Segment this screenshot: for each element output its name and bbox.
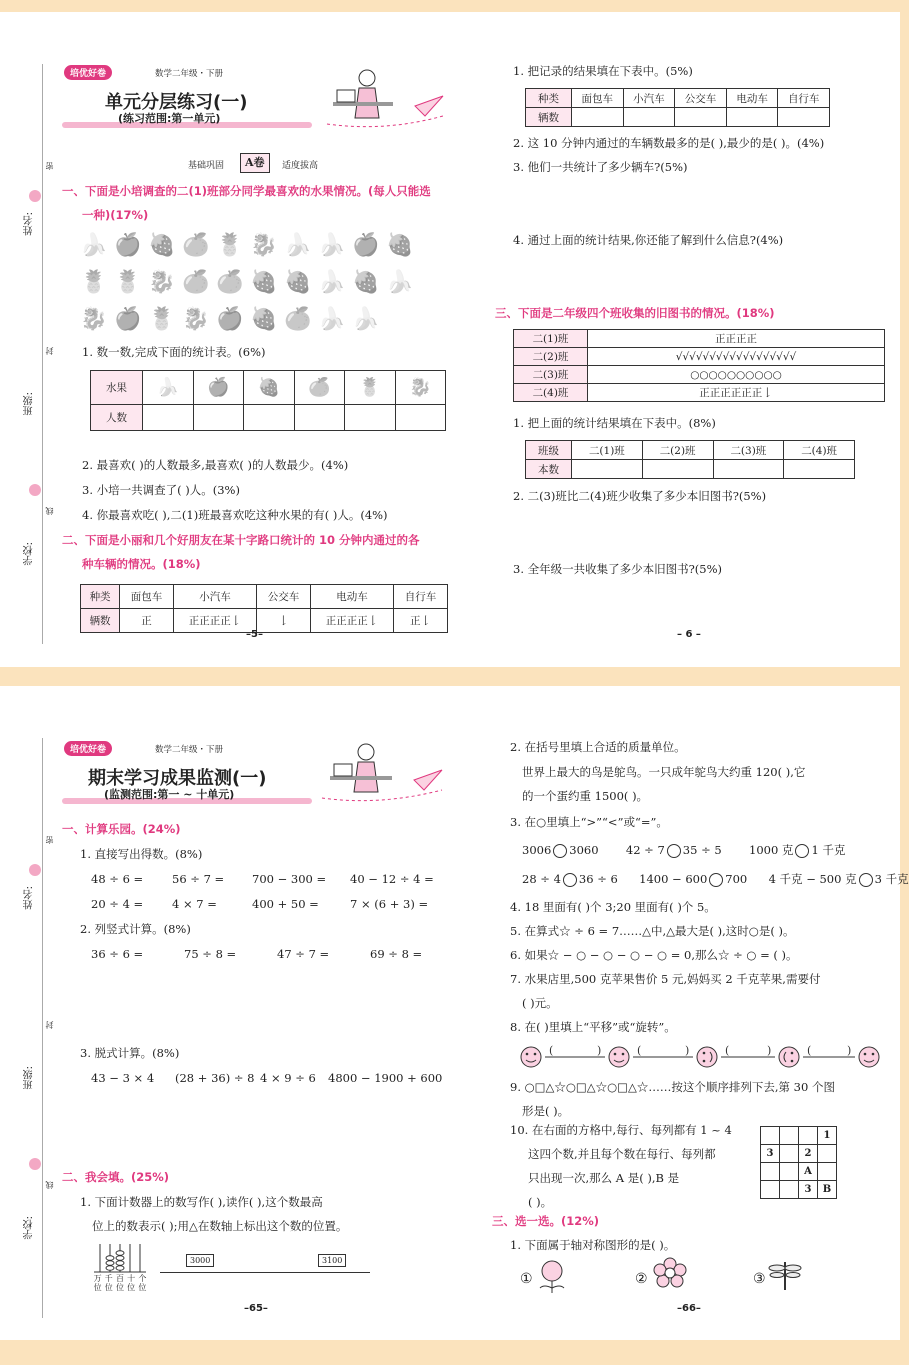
- page-5: [0, 12, 455, 667]
- seal-feng: 封: [45, 347, 54, 355]
- scalc-1: 43 − 3 × 4: [91, 1071, 155, 1085]
- question-1-2: 2. 列竖式计算。(8%): [80, 922, 191, 936]
- svg-text:(: (: [549, 1044, 554, 1057]
- svg-text:): ): [597, 1044, 602, 1057]
- question-3-2: 2. 二(3)班比二(4)班少收集了多少本旧图书?(5%): [513, 489, 767, 503]
- strawberry-icon: 🍓: [250, 307, 278, 332]
- fill-9-line-2: 形是( )。: [522, 1104, 570, 1118]
- col-ebike: 电动车: [726, 89, 778, 108]
- question-3-1: 1. 把上面的统计结果填在下表中。(8%): [513, 416, 716, 430]
- book-tally-table: [513, 329, 885, 402]
- section-2-heading: 二、下面是小丽和几个好朋友在某十字路口统计的 10 分钟内通过的各: [62, 533, 420, 547]
- school-label: 学校:: [24, 1216, 35, 1240]
- vcalc-3: 47 ÷ 7 =: [277, 947, 330, 961]
- answer-cell[interactable]: [784, 460, 855, 479]
- compare-value: 3006: [522, 843, 552, 857]
- col-bicycle: 自行车: [778, 89, 830, 108]
- vehicle-tally-table: [80, 584, 448, 633]
- dragonfruit-icon: 🐉: [250, 233, 278, 258]
- col-class-4: 二(4)班: [784, 441, 855, 460]
- vcalc-2: 75 ÷ 8 =: [184, 947, 237, 961]
- calc-4: 40 − 12 ÷ 4 =: [350, 872, 434, 886]
- number-grid: [760, 1126, 837, 1199]
- col-car: 小汽车: [623, 89, 675, 108]
- grid-cell: 3: [761, 1145, 780, 1163]
- compare-value: 1 千克: [811, 843, 846, 857]
- grid-cell: [780, 1127, 799, 1145]
- grid-cell: [818, 1163, 837, 1181]
- col-bus: 公交车: [257, 585, 311, 609]
- fill-10-line-1: 10. 在右面的方格中,每行、每列都有 1 ~ 4: [510, 1123, 732, 1137]
- binding-hole: [29, 484, 41, 496]
- answer-cell[interactable]: [395, 405, 446, 431]
- grid-cell: [761, 1163, 780, 1181]
- banana-icon: 🍌: [318, 307, 346, 332]
- fill-10-line-3: 只出现一次,那么 A 是( ),B 是: [528, 1171, 680, 1185]
- tally-bicycle: 正𠄌: [394, 609, 448, 633]
- abacus-label: 个位: [138, 1274, 147, 1292]
- type-header: 种类: [526, 89, 572, 108]
- col-class-3: 二(3)班: [713, 441, 784, 460]
- page-number: –65–: [244, 1303, 268, 1314]
- strawberry-icon: 🍓: [250, 270, 278, 295]
- fill-2: 2. 在括号里填上合适的质量单位。: [510, 740, 686, 754]
- grade-label: 数学二年级・下册: [155, 69, 224, 79]
- binding-line: [42, 738, 43, 1318]
- number-line: [160, 1272, 370, 1273]
- abacus-label: 十位: [127, 1274, 136, 1292]
- apple-icon: 🍎: [352, 233, 380, 258]
- row-class-3: 二(3)班: [514, 366, 588, 384]
- tally-bus: 𠄌: [257, 609, 311, 633]
- number-line-label-3100: 3100: [318, 1254, 346, 1267]
- grade-label: 数学二年级・下册: [155, 745, 224, 755]
- apple-icon: 🍎: [216, 307, 244, 332]
- compare-value: 4 千克 − 500 克: [768, 872, 857, 886]
- answer-cell[interactable]: [726, 108, 778, 127]
- orange-icon: 🍊: [182, 233, 210, 258]
- page-number: –5–: [246, 629, 263, 640]
- apple-icon: 🍎: [193, 371, 244, 405]
- orange-icon: 🍊: [284, 307, 312, 332]
- level-a-badge: A卷: [240, 153, 270, 173]
- calc-3: 700 − 300 =: [252, 872, 327, 886]
- question-3-3: 3. 全年级一共收集了多少本旧图书?(5%): [513, 562, 723, 576]
- col-bicycle: 自行车: [394, 585, 448, 609]
- page-title: 期末学习成果监测(一): [88, 768, 267, 789]
- brand-badge: 培优好卷: [64, 65, 112, 80]
- section-3-heading: 三、下面是二年级四个班收集的旧图书的情况。(18%): [495, 306, 775, 320]
- question-1-3: 3. 脱式计算。(8%): [80, 1046, 180, 1060]
- name-label: 姓名:: [24, 886, 35, 910]
- question-1-2: 2. 最喜欢( )的人数最多,最喜欢( )的人数最少。(4%): [82, 458, 349, 472]
- dragonfruit-icon: 🐉: [395, 371, 446, 405]
- compare-value: 3060: [569, 843, 599, 857]
- orange-icon: 🍊: [216, 270, 244, 295]
- answer-cell[interactable]: [294, 405, 345, 431]
- seal-mi: 密: [45, 162, 54, 170]
- compare-circle[interactable]: [563, 873, 577, 887]
- grid-cell: [780, 1163, 799, 1181]
- dragonfruit-icon: 🐉: [148, 270, 176, 295]
- choice-1: 1. 下面属于轴对称图形的是( )。: [510, 1238, 676, 1252]
- grid-cell: [761, 1181, 780, 1199]
- fruit-tally-table: [90, 370, 446, 431]
- seal-xian: 线: [45, 1181, 54, 1189]
- banana-icon: 🍌: [352, 307, 380, 332]
- fill-5: 5. 在算式☆ ÷ 6 = 7……△中,△最大是( ),这时○是( )。: [510, 924, 795, 938]
- compare-value: 1000 克: [749, 843, 794, 857]
- vehicle-answer-table: [525, 88, 830, 127]
- tally-class-4: 正正正正正正𠄌: [588, 384, 885, 402]
- banana-icon: 🍌: [143, 371, 194, 405]
- option-3-label: ③: [753, 1271, 766, 1287]
- abacus-label: 千位: [104, 1274, 113, 1292]
- question-2-4: 4. 通过上面的统计结果,你还能了解到什么信息?(4%): [513, 233, 784, 247]
- answer-cell[interactable]: [572, 108, 624, 127]
- level-basic: 基础巩固: [188, 161, 225, 171]
- page-title: 单元分层练习(一): [105, 92, 248, 113]
- svg-text:(: (: [725, 1044, 730, 1057]
- pineapple-icon: 🍍: [114, 270, 142, 295]
- answer-cell[interactable]: [713, 460, 784, 479]
- type-header: 种类: [81, 585, 120, 609]
- dragonfruit-icon: 🐉: [80, 307, 108, 332]
- count-header: 辆数: [81, 609, 120, 633]
- count-header: 辆数: [526, 108, 572, 127]
- books-header: 本数: [526, 460, 572, 479]
- apple-icon: 🍎: [114, 233, 142, 258]
- calc-1: 48 ÷ 6 =: [91, 872, 144, 886]
- svg-text:(: (: [807, 1044, 812, 1057]
- seal-xian: 线: [45, 507, 54, 515]
- col-bread-van: 面包车: [120, 585, 174, 609]
- grid-cell: A: [799, 1163, 818, 1181]
- strawberry-icon: 🍓: [244, 371, 295, 405]
- compare-value: 3 千克: [874, 872, 909, 886]
- grid-cell: B: [818, 1181, 837, 1199]
- grid-cell: 2: [799, 1145, 818, 1163]
- vcalc-4: 69 ÷ 8 =: [370, 947, 423, 961]
- fill-1-line-2: 位上的数表示( );用△在数轴上标出这个数的位置。: [92, 1219, 348, 1233]
- compare-circle[interactable]: [667, 844, 681, 858]
- col-bus: 公交车: [675, 89, 727, 108]
- col-car: 小汽车: [173, 585, 256, 609]
- grid-cell: [818, 1145, 837, 1163]
- row-class-4: 二(4)班: [514, 384, 588, 402]
- brand-badge: 培优好卷: [64, 741, 112, 756]
- seal-mi: 密: [45, 836, 54, 844]
- grid-cell: [780, 1181, 799, 1199]
- section-1-heading: 一、下面是小培调查的二(1)班部分同学最喜欢的水果情况。(每人只能选: [62, 184, 431, 198]
- worksheet-sheet-2: [0, 686, 909, 1340]
- page-subtitle: (监测范围:第一 ~ 十单元): [104, 788, 235, 801]
- answer-cell[interactable]: [778, 108, 830, 127]
- answer-cell[interactable]: [244, 405, 295, 431]
- fruit-header: 水果: [91, 371, 143, 405]
- dragonfly-icon[interactable]: [767, 1258, 803, 1292]
- tally-class-2: √√√√√√√√√√√√√√√√√√: [588, 348, 885, 366]
- page-65: [0, 686, 455, 1340]
- pineapple-icon: 🍍: [216, 233, 244, 258]
- answer-cell[interactable]: [572, 460, 643, 479]
- orange-icon: 🍊: [182, 270, 210, 295]
- banana-icon: 🍌: [318, 270, 346, 295]
- abacus-label: 万位: [93, 1274, 102, 1292]
- number-line-label-3000: 3000: [186, 1254, 214, 1267]
- banana-icon: 🍌: [318, 233, 346, 258]
- col-class-1: 二(1)班: [572, 441, 643, 460]
- compare-circle[interactable]: [709, 873, 723, 887]
- pineapple-icon: 🍍: [80, 270, 108, 295]
- scalc-2: (28 + 36) ÷ 8: [175, 1071, 255, 1085]
- fill-6: 6. 如果☆ − ○ − ○ − ○ − ○ = 0,那么☆ ÷ ○ = ( )。: [510, 948, 798, 962]
- class-label: 班级:: [24, 392, 35, 416]
- section-2-heading-cont: 种车辆的情况。(18%): [82, 557, 201, 571]
- section-3-heading: 三、选一选。(12%): [492, 1214, 600, 1228]
- orange-icon: 🍊: [294, 371, 345, 405]
- grid-cell: [761, 1127, 780, 1145]
- abacus-label: 百位: [115, 1274, 124, 1292]
- fill-1-line-1: 1. 下面计数器上的数写作( ),读作( ),这个数最高: [80, 1195, 323, 1209]
- calc-6: 4 × 7 =: [172, 897, 217, 911]
- student-reading-illustration: [325, 62, 445, 132]
- abacus-labels: [92, 1274, 148, 1292]
- school-label: 学校:: [24, 542, 35, 566]
- tally-car: 正正正正𠄌: [173, 609, 256, 633]
- fill-7-line-1: 7. 水果店里,500 克苹果售价 5 元,妈妈买 2 千克苹果,需要付: [510, 972, 821, 986]
- answer-cell[interactable]: [675, 108, 727, 127]
- compare-circle[interactable]: [795, 844, 809, 858]
- class-header: 班级: [526, 441, 572, 460]
- grid-cell: 1: [818, 1127, 837, 1145]
- binding-hole: [29, 190, 41, 202]
- banana-icon: 🍌: [386, 270, 414, 295]
- scalc-3: 4 × 9 ÷ 6: [260, 1071, 316, 1085]
- name-label: 姓名:: [24, 212, 35, 236]
- apple-icon: 🍎: [114, 307, 142, 332]
- student-reading-illustration: [320, 736, 445, 806]
- calc-2: 56 ÷ 7 =: [172, 872, 225, 886]
- dragonfruit-icon: 🐉: [182, 307, 210, 332]
- page-subtitle: (练习范围:第一单元): [118, 112, 221, 125]
- option-1-label: ①: [520, 1271, 533, 1287]
- compare-value: 28 ÷ 4: [522, 872, 561, 886]
- fill-2-line-1: 世界上最大的鸟是鸵鸟。一只成年鸵鸟大约重 120( ),它: [522, 765, 806, 779]
- strawberry-icon: 🍓: [284, 270, 312, 295]
- svg-text:(: (: [637, 1044, 642, 1057]
- tally-bread-van: 正: [120, 609, 174, 633]
- compare-value: 700: [725, 872, 748, 886]
- compare-row-2: [522, 872, 909, 887]
- page-66: [455, 686, 909, 1340]
- answer-cell[interactable]: [143, 405, 194, 431]
- strawberry-icon: 🍓: [352, 270, 380, 295]
- answer-cell[interactable]: [345, 405, 396, 431]
- answer-cell[interactable]: [642, 460, 713, 479]
- fill-3: 3. 在○里填上“>”“<”或“=”。: [510, 815, 668, 829]
- count-header: 人数: [91, 405, 143, 431]
- pineapple-icon: 🍍: [345, 371, 396, 405]
- compare-value: 1400 − 600: [639, 872, 708, 886]
- fill-10-line-4: ( )。: [528, 1195, 553, 1209]
- question-2-1: 1. 把记录的结果填在下表中。(5%): [513, 64, 693, 78]
- tally-class-1: 正正正正: [588, 330, 885, 348]
- fill-9-line-1: 9. ○□△☆○□△☆○□△☆……按这个顺序排列下去,第 30 个图: [510, 1080, 835, 1094]
- row-class-2: 二(2)班: [514, 348, 588, 366]
- class-label: 班级:: [24, 1066, 35, 1090]
- compare-value: 42 ÷ 7: [625, 843, 665, 857]
- fill-4: 4. 18 里面有( )个 3;20 里面有( )个 5。: [510, 900, 716, 914]
- col-bread-van: 面包车: [572, 89, 624, 108]
- section-2-heading: 二、我会填。(25%): [62, 1170, 170, 1184]
- grid-cell: 3: [799, 1181, 818, 1199]
- seal-feng: 封: [45, 1021, 54, 1029]
- svg-text:): ): [847, 1044, 852, 1057]
- fill-8: 8. 在( )里填上“平移”或“旋转”。: [510, 1020, 676, 1034]
- question-2-2: 2. 这 10 分钟内通过的车辆数最多的是( ),最少的是( )。(4%): [513, 136, 825, 150]
- smiley-transform-sequence: [519, 1042, 881, 1072]
- page-number: – 6 –: [677, 629, 701, 640]
- row-class-1: 二(1)班: [514, 330, 588, 348]
- question-1-1: 1. 直接写出得数。(8%): [80, 847, 203, 861]
- level-advanced: 适度拔高: [282, 161, 319, 171]
- col-ebike: 电动车: [310, 585, 393, 609]
- page-number: –66–: [677, 1303, 701, 1314]
- compare-value: 36 ÷ 6: [578, 872, 618, 886]
- question-2-3: 3. 他们一共统计了多少辆车?(5%): [513, 160, 688, 174]
- section-1-heading: 一、计算乐园。(24%): [62, 822, 181, 836]
- tally-class-3: ○○○○○○○○○○: [588, 366, 885, 384]
- fill-10-line-2: 这四个数,并且每个数在每行、每列都: [528, 1147, 716, 1161]
- daisy-icon[interactable]: [650, 1256, 690, 1294]
- vcalc-1: 36 ÷ 6 =: [91, 947, 144, 961]
- answer-cell[interactable]: [193, 405, 244, 431]
- banana-icon: 🍌: [284, 233, 312, 258]
- grid-cell: [799, 1127, 818, 1145]
- col-class-2: 二(2)班: [642, 441, 713, 460]
- calc-7: 400 + 50 =: [252, 897, 319, 911]
- binding-line: [42, 64, 43, 644]
- binding-hole: [29, 1158, 41, 1170]
- answer-cell[interactable]: [623, 108, 675, 127]
- question-1-1: 1. 数一数,完成下面的统计表。(6%): [82, 345, 266, 359]
- pineapple-icon: 🍍: [148, 307, 176, 332]
- tally-ebike: 正正正正𠄌: [310, 609, 393, 633]
- fill-2-line-2: 的一个蛋约重 1500( )。: [522, 789, 649, 803]
- grid-cell: [780, 1145, 799, 1163]
- strawberry-icon: 🍓: [148, 233, 176, 258]
- option-2-label: ②: [635, 1271, 648, 1287]
- worksheet-sheet-1: [0, 12, 900, 667]
- svg-text:): ): [685, 1044, 690, 1057]
- binding-hole: [29, 864, 41, 876]
- strawberry-icon: 🍓: [386, 233, 414, 258]
- calc-5: 20 ÷ 4 =: [91, 897, 144, 911]
- fill-7-line-2: ( )元。: [522, 996, 558, 1010]
- compare-value: 35 ÷ 5: [682, 843, 722, 857]
- page-6: [455, 12, 900, 667]
- book-answer-table: [525, 440, 855, 479]
- svg-text:): ): [767, 1044, 772, 1057]
- compare-row-1: [522, 843, 845, 858]
- compare-circle[interactable]: [553, 844, 567, 858]
- question-1-4: 4. 你最喜欢吃( ),二(1)班最喜欢吃这种水果的有( )人。(4%): [82, 508, 388, 522]
- scalc-4: 4800 − 1900 + 600: [328, 1071, 443, 1085]
- compare-circle[interactable]: [859, 873, 873, 887]
- flower-icon[interactable]: [535, 1258, 569, 1294]
- banana-icon: 🍌: [80, 233, 108, 258]
- section-1-heading-cont: 一种)(17%): [82, 208, 149, 222]
- question-1-3: 3. 小培一共调查了( )人。(3%): [82, 483, 240, 497]
- calc-8: 7 × (6 + 3) =: [350, 897, 429, 911]
